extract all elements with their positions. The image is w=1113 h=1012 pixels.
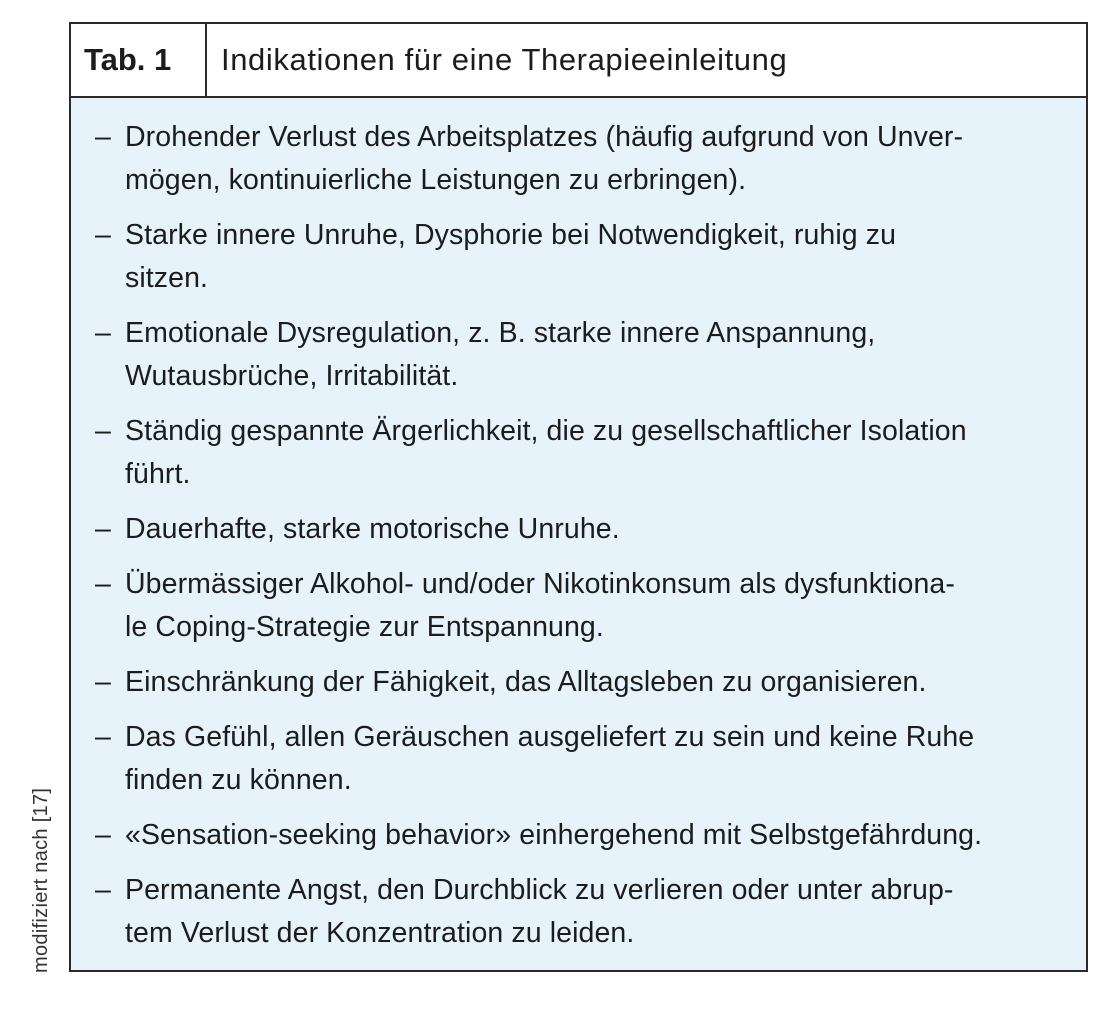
dash-bullet: –: [95, 317, 111, 349]
list-item-text-line: le Coping-Strategie zur Entspannung.: [125, 611, 604, 643]
list-item-text-line: «Sensation-seeking behavior» einhergehend mit Selbstgefährdung.: [125, 819, 983, 851]
list-item-text-line: führt.: [125, 458, 191, 490]
list-item: [95, 563, 1074, 649]
list-item: [95, 508, 1074, 551]
source-note: modifiziert nach [17]: [30, 787, 52, 973]
list-item-text-line: Dauerhafte, starke motorische Unruhe.: [125, 513, 620, 545]
list-item-text-line: Wutausbrüche, Irritabilität.: [125, 360, 459, 392]
table-number-label: Tab. 1: [71, 24, 207, 96]
list-item-text-line: Einschränkung der Fähigkeit, das Alltagsleben zu organisieren.: [125, 666, 927, 698]
list-item: [95, 716, 1074, 802]
list-item-text-line: mögen, kontinuierliche Leistungen zu erbringen).: [125, 164, 747, 196]
list-item-text-line: Übermässiger Alkohol- und/oder Nikotinkonsum als dysfunktiona-: [125, 568, 955, 600]
list-item: [95, 814, 1074, 857]
list-item-text-line: Ständig gespannte Ärgerlichkeit, die zu gesellschaftlicher Isolation: [125, 415, 967, 447]
list-item: [95, 410, 1074, 496]
dash-bullet: –: [95, 568, 111, 600]
dash-bullet: –: [95, 219, 111, 251]
list-item-text-line: tem Verlust der Konzentration zu leiden.: [125, 917, 635, 949]
list-item-text-line: Emotionale Dysregulation, z. B. starke innere Anspannung,: [125, 317, 876, 349]
list-item-text-line: Permanente Angst, den Durchblick zu verlieren oder unter abrup-: [125, 874, 954, 906]
dash-bullet: –: [95, 666, 111, 698]
list-item: [95, 869, 1074, 955]
dash-bullet: –: [95, 513, 111, 545]
dash-bullet: –: [95, 415, 111, 447]
indications-list: [71, 98, 1086, 955]
list-item-text-line: Starke innere Unruhe, Dysphorie bei Notwendigkeit, ruhig zu: [125, 219, 897, 251]
list-item: [95, 312, 1074, 398]
dash-bullet: –: [95, 819, 111, 851]
dash-bullet: –: [95, 721, 111, 753]
dash-bullet: –: [95, 874, 111, 906]
indications-table: [69, 22, 1088, 972]
list-item-text-line: Drohender Verlust des Arbeitsplatzes (häufig aufgrund von Unver-: [125, 121, 964, 153]
list-item: [95, 661, 1074, 704]
list-item-text-line: Das Gefühl, allen Geräuschen ausgeliefert zu sein und keine Ruhe: [125, 721, 975, 753]
dash-bullet: –: [95, 121, 111, 153]
list-item-text-line: sitzen.: [125, 262, 209, 294]
table-header: [71, 24, 1086, 98]
table-title: Indikationen für eine Therapieeinleitung: [221, 42, 788, 77]
list-item: [95, 116, 1074, 202]
list-item: [95, 214, 1074, 300]
list-item-text-line: finden zu können.: [125, 764, 352, 796]
